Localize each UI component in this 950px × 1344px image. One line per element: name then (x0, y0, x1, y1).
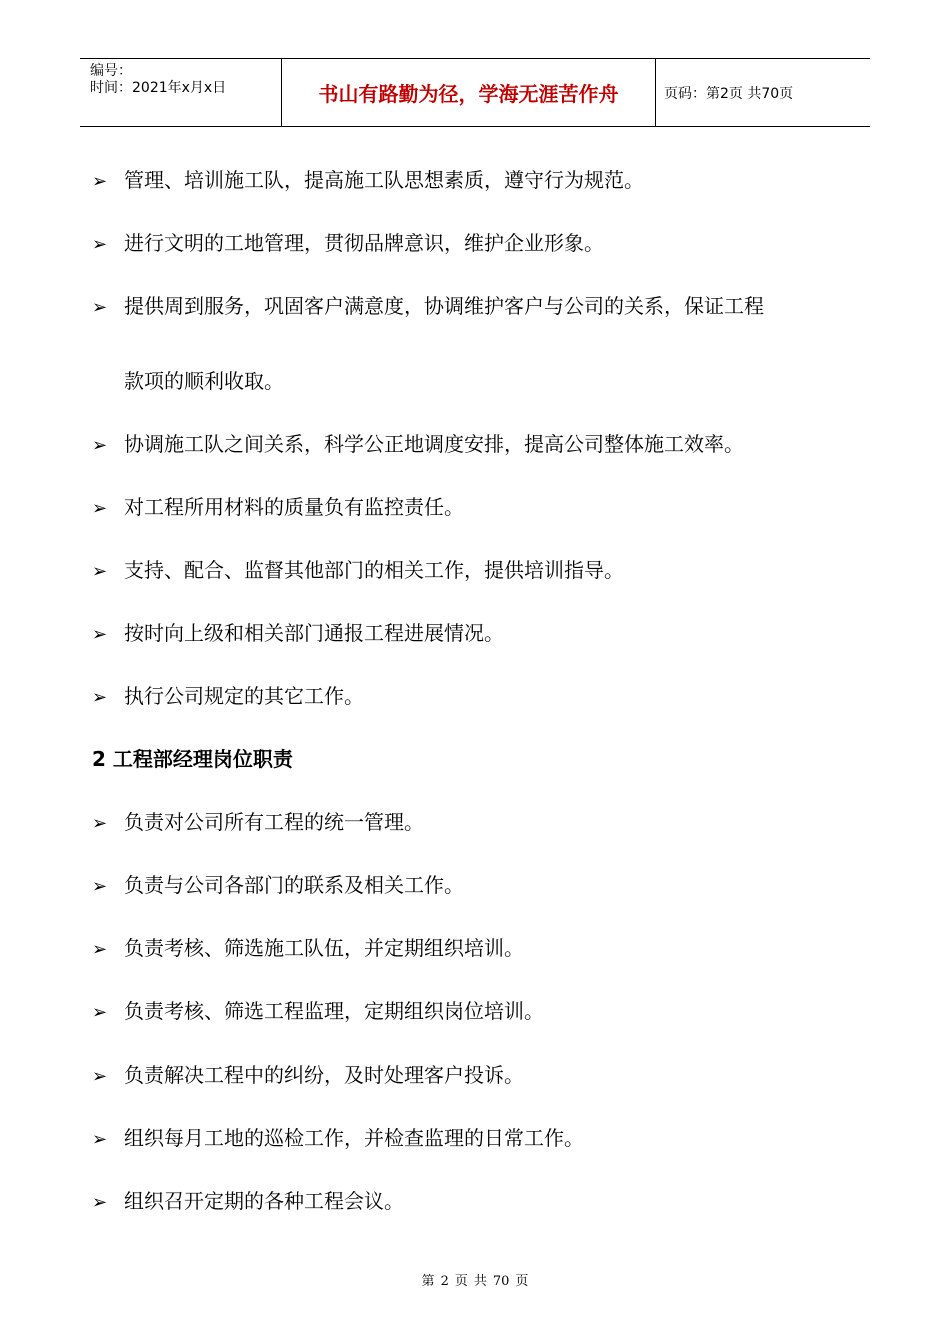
header-meta (80, 59, 282, 126)
arrow-bullet-icon: ➢ (92, 1002, 108, 1023)
footer-total-pages: 70 (492, 1274, 510, 1289)
arrow-bullet-icon: ➢ (92, 1192, 108, 1213)
arrow-bullet-icon: ➢ (92, 171, 108, 192)
arrow-bullet-icon: ➢ (92, 939, 108, 960)
header-page-info: 页码：第2页 共70页 (664, 85, 794, 102)
list-item: ➢ 按时向上级和相关部门通报工程进展情况。 (92, 620, 504, 648)
footer-ye: 页 (454, 1274, 468, 1289)
section-heading: 2 工程部经理岗位职责 (92, 747, 293, 771)
arrow-bullet-icon: ➢ (92, 624, 108, 645)
arrow-bullet-icon: ➢ (92, 234, 108, 255)
footer-gong: 共 (473, 1274, 487, 1289)
list-item: ➢ 负责考核、筛选施工队伍，并定期组织培训。 (92, 935, 524, 963)
list-item: ➢ 管理、培训施工队，提高施工队思想素质，遵守行为规范。 (92, 167, 644, 195)
page-footer (0, 1270, 950, 1289)
list-item: ➢ 负责对公司所有工程的统一管理。 (92, 809, 424, 837)
arrow-bullet-icon: ➢ (92, 297, 108, 318)
list-item: ➢ 支持、配合、监督其他部门的相关工作，提供培训指导。 (92, 557, 624, 585)
list-item: ➢ 提供周到服务，巩固客户满意度，协调维护客户与公司的关系，保证工程 (92, 293, 764, 321)
list-item: ➢ 对工程所用材料的质量负有监控责任。 (92, 494, 464, 522)
footer-ye-2: 页 (515, 1274, 529, 1289)
arrow-bullet-icon: ➢ (92, 1129, 108, 1150)
list-item-continuation: 款项的顺利收取。 (124, 369, 284, 393)
number-label: 编号： (90, 63, 132, 79)
list-item: ➢ 协调施工队之间关系，科学公正地调度安排，提高公司整体施工效率。 (92, 431, 744, 459)
list-item: ➢ 负责考核、筛选工程监理，定期组织岗位培训。 (92, 998, 544, 1026)
arrow-bullet-icon: ➢ (92, 1066, 108, 1087)
arrow-bullet-icon: ➢ (92, 435, 108, 456)
list-item: ➢ 组织召开定期的各种工程会议。 (92, 1188, 404, 1216)
arrow-bullet-icon: ➢ (92, 498, 108, 519)
list-item: ➢ 负责与公司各部门的联系及相关工作。 (92, 872, 464, 900)
list-item: ➢ 组织每月工地的巡检工作，并检查监理的日常工作。 (92, 1125, 584, 1153)
footer-page-number: 2 (440, 1274, 449, 1289)
list-item: ➢ 负责解决工程中的纠纷，及时处理客户投诉。 (92, 1062, 524, 1090)
arrow-bullet-icon: ➢ (92, 687, 108, 708)
arrow-bullet-icon: ➢ (92, 876, 108, 897)
footer-di: 第 (421, 1274, 435, 1289)
page-header (80, 58, 870, 127)
list-item: ➢ 执行公司规定的其它工作。 (92, 683, 364, 711)
list-item: ➢ 进行文明的工地管理，贯彻品牌意识，维护企业形象。 (92, 230, 604, 258)
header-motto: 书山有路勤为径，学海无涯苦作舟 (282, 59, 656, 126)
time-label: 时间：2021年x月x日 (90, 80, 227, 96)
arrow-bullet-icon: ➢ (92, 813, 108, 834)
arrow-bullet-icon: ➢ (92, 561, 108, 582)
